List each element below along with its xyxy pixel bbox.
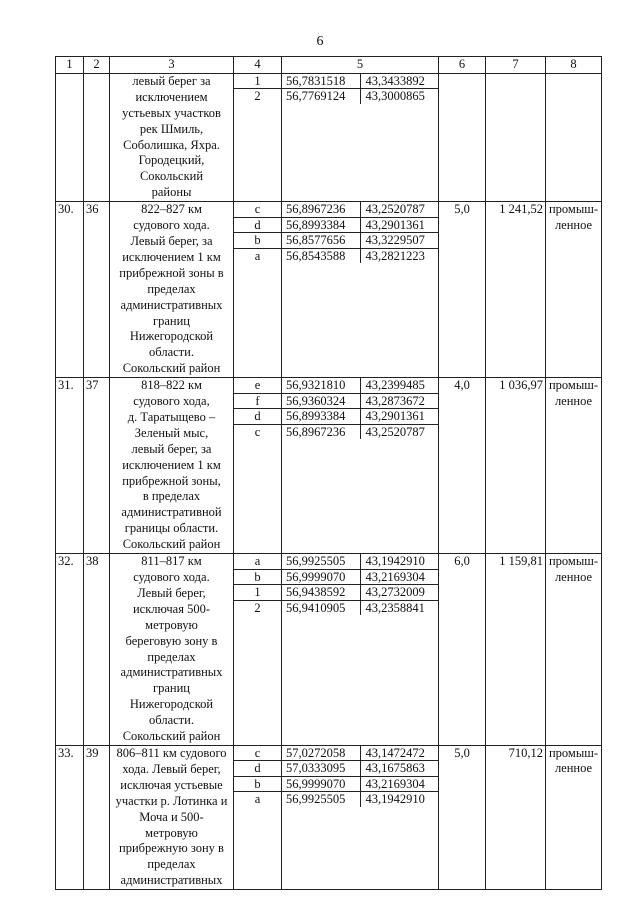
description-line: Сокольский — [139, 169, 204, 184]
row-area: 5,0 — [439, 745, 486, 889]
longitude: 43,2169304 — [360, 569, 438, 585]
description-line: Нижегородской — [129, 329, 214, 344]
page-number: 6 — [316, 34, 324, 49]
table-row — [56, 554, 602, 746]
regulations-table — [55, 56, 602, 890]
description-line: исключением 1 км — [122, 249, 221, 264]
description-line: в пределах — [142, 489, 201, 504]
longitude: 43,2520787 — [360, 202, 438, 217]
row-area — [439, 73, 486, 201]
type-line: ленное — [554, 569, 593, 584]
description-line: Левый берег, — [137, 585, 206, 600]
point-label: 1 — [234, 585, 281, 601]
row-number — [56, 73, 84, 201]
point-label: 2 — [254, 600, 261, 615]
description-line: участки р. Лотинка и — [115, 793, 228, 808]
latitude: 56,8967236 — [282, 202, 360, 217]
row-id: 37 — [84, 378, 110, 554]
point-label: b — [234, 776, 281, 792]
type-line: ленное — [554, 761, 593, 776]
description-line: области. — [149, 345, 194, 360]
type-line: промыш- — [548, 202, 599, 217]
row-area: 4,0 — [439, 378, 486, 554]
row-id — [84, 73, 110, 201]
longitude: 43,3229507 — [360, 233, 438, 249]
description-line: Городецкий, — [138, 153, 205, 168]
description-line: границы области. — [124, 521, 219, 536]
coordinates — [282, 378, 439, 554]
description-line: прибрежной зоны в — [119, 265, 224, 280]
description-line: судового хода. — [133, 570, 210, 584]
type-line: ленное — [554, 217, 593, 232]
description-line: прибрежную зону в — [119, 841, 224, 856]
description-line: д. Таратыщево – — [127, 409, 216, 424]
description-line: районы — [151, 185, 192, 200]
description-line: административной — [121, 505, 222, 520]
coordinates — [282, 554, 439, 746]
description-line: административных — [120, 665, 223, 680]
row-type — [546, 202, 602, 378]
latitude: 56,9438592 — [282, 585, 360, 601]
table-row — [56, 745, 602, 889]
description-line: Нижегородской — [129, 697, 214, 712]
description-line: судового хода, — [133, 394, 210, 409]
longitude: 43,2169304 — [360, 776, 438, 792]
latitude: 57,0272058 — [282, 746, 360, 761]
row-type — [546, 554, 602, 746]
description-line: Левый берег, за — [130, 233, 213, 248]
latitude: 56,8993384 — [282, 217, 360, 233]
latitude: 56,9360324 — [282, 393, 360, 409]
description-line: метровую — [145, 825, 198, 840]
latitude: 56,8967236 — [282, 424, 360, 439]
point-label: c — [234, 202, 281, 217]
point-label: 1 — [234, 74, 281, 89]
column-header: 4 — [234, 57, 282, 74]
coordinates — [282, 202, 439, 378]
row-value: 1 241,52 — [486, 202, 546, 378]
point-labels — [234, 73, 282, 201]
description-line: административных — [120, 873, 223, 888]
table-row — [56, 73, 602, 201]
latitude: 56,8993384 — [282, 409, 360, 425]
latitude: 56,9999070 — [282, 776, 360, 792]
description-line: пределах — [147, 857, 196, 872]
table-row — [56, 202, 602, 378]
row-type — [546, 73, 602, 201]
row-description — [110, 554, 234, 746]
point-label: d — [234, 217, 281, 233]
latitude: 56,9925505 — [282, 554, 360, 569]
column-header: 8 — [546, 57, 602, 74]
point-label: f — [234, 393, 281, 409]
description-line: 818–822 км — [141, 378, 202, 393]
description-line: прибрежной зоны, — [122, 473, 221, 488]
point-label: b — [234, 569, 281, 585]
point-labels — [234, 745, 282, 889]
longitude: 43,1472472 — [360, 746, 438, 761]
description-line: пределах — [147, 649, 196, 664]
row-number: 32. — [56, 554, 84, 746]
point-label: d — [234, 409, 281, 425]
row-type — [546, 378, 602, 554]
description-line: метровую — [145, 617, 198, 632]
row-id: 36 — [84, 202, 110, 378]
latitude: 56,9410905 — [282, 600, 360, 615]
table-row — [56, 378, 602, 554]
row-description — [110, 745, 234, 889]
description-line: области. — [149, 713, 194, 728]
row-value — [486, 73, 546, 201]
description-line: 811–817 км — [141, 554, 202, 569]
description-line: Сокольский район — [122, 361, 221, 376]
point-labels — [234, 202, 282, 378]
description-line: хода. Левый берег, — [122, 761, 221, 776]
point-labels — [234, 554, 282, 746]
latitude: 57,0333095 — [282, 761, 360, 777]
longitude: 43,1942910 — [360, 554, 438, 569]
column-header: 2 — [84, 57, 110, 74]
description-line: исключая 500- — [132, 601, 211, 616]
row-area: 5,0 — [439, 202, 486, 378]
longitude: 43,2358841 — [365, 600, 425, 615]
row-description — [110, 378, 234, 554]
latitude: 56,9321810 — [282, 378, 360, 393]
description-line: исключая устьевые — [120, 777, 223, 792]
coordinates — [282, 745, 439, 889]
type-line: промыш- — [548, 378, 599, 393]
row-value: 710,12 — [486, 745, 546, 889]
column-header: 7 — [486, 57, 546, 74]
description-line: левый берег за — [132, 73, 211, 88]
latitude: 56,7769124 — [282, 89, 360, 104]
point-label: 2 — [254, 89, 261, 104]
description-line: судового хода. — [133, 218, 210, 233]
coordinates — [282, 73, 439, 201]
latitude: 56,8577656 — [282, 233, 360, 249]
row-id: 38 — [84, 554, 110, 746]
row-id: 39 — [84, 745, 110, 889]
longitude: 43,2901361 — [360, 409, 438, 425]
description-line: границ — [153, 313, 190, 328]
point-label: b — [234, 233, 281, 249]
longitude: 43,3433892 — [360, 74, 438, 89]
latitude: 56,7831518 — [282, 74, 360, 89]
row-description — [110, 202, 234, 378]
point-label: c — [234, 746, 281, 761]
description-line: Сокольский район — [122, 537, 221, 552]
latitude: 56,9999070 — [282, 569, 360, 585]
description-line: Зеленый мыс, — [134, 425, 209, 440]
column-header: 5 — [282, 57, 439, 74]
type-line: промыш- — [548, 554, 599, 569]
point-label: d — [234, 761, 281, 777]
longitude: 43,2901361 — [360, 217, 438, 233]
longitude: 43,2873672 — [360, 393, 438, 409]
type-line: промыш- — [548, 745, 599, 760]
column-header: 1 — [56, 57, 84, 74]
row-number: 30. — [56, 202, 84, 378]
row-number: 31. — [56, 378, 84, 554]
point-label: a — [254, 248, 261, 263]
point-label: a — [254, 792, 261, 807]
description-line: исключением — [135, 89, 208, 104]
row-area: 6,0 — [439, 554, 486, 746]
description-line: административных — [120, 297, 223, 312]
point-label: c — [254, 424, 261, 439]
row-description — [110, 73, 234, 201]
longitude: 43,2520787 — [365, 424, 425, 439]
column-header: 3 — [110, 57, 234, 74]
row-type — [546, 745, 602, 889]
latitude: 56,8543588 — [282, 248, 360, 263]
description-line: Моча и 500- — [139, 809, 204, 824]
description-line: 806–811 км судового — [116, 745, 227, 760]
longitude: 43,1675863 — [360, 761, 438, 777]
latitude: 56,9925505 — [282, 792, 360, 807]
description-line: границ — [153, 681, 190, 696]
description-line: береговую зону в — [125, 633, 218, 648]
header-row — [56, 57, 602, 74]
description-line: Соболишка, Яхра. — [123, 137, 220, 152]
longitude: 43,2399485 — [360, 378, 438, 393]
longitude: 43,2821223 — [365, 248, 425, 263]
longitude: 43,2732009 — [360, 585, 438, 601]
point-labels — [234, 378, 282, 554]
description-line: рек Шмиль, — [139, 121, 204, 136]
row-value: 1 159,81 — [486, 554, 546, 746]
row-value: 1 036,97 — [486, 378, 546, 554]
longitude: 43,3000865 — [365, 89, 425, 104]
longitude: 43,1942910 — [365, 792, 425, 807]
description-line: Сокольский район — [122, 729, 221, 744]
point-label: a — [234, 554, 281, 569]
description-line: пределах — [147, 281, 196, 296]
description-line: 822–827 км — [141, 202, 202, 217]
description-line: устьевых участков — [122, 105, 221, 120]
description-line: левый берег, за — [131, 441, 212, 456]
row-number: 33. — [56, 745, 84, 889]
column-header: 6 — [439, 57, 486, 74]
point-label: e — [234, 378, 281, 393]
type-line: ленное — [554, 393, 593, 408]
description-line: исключением 1 км — [122, 457, 221, 472]
